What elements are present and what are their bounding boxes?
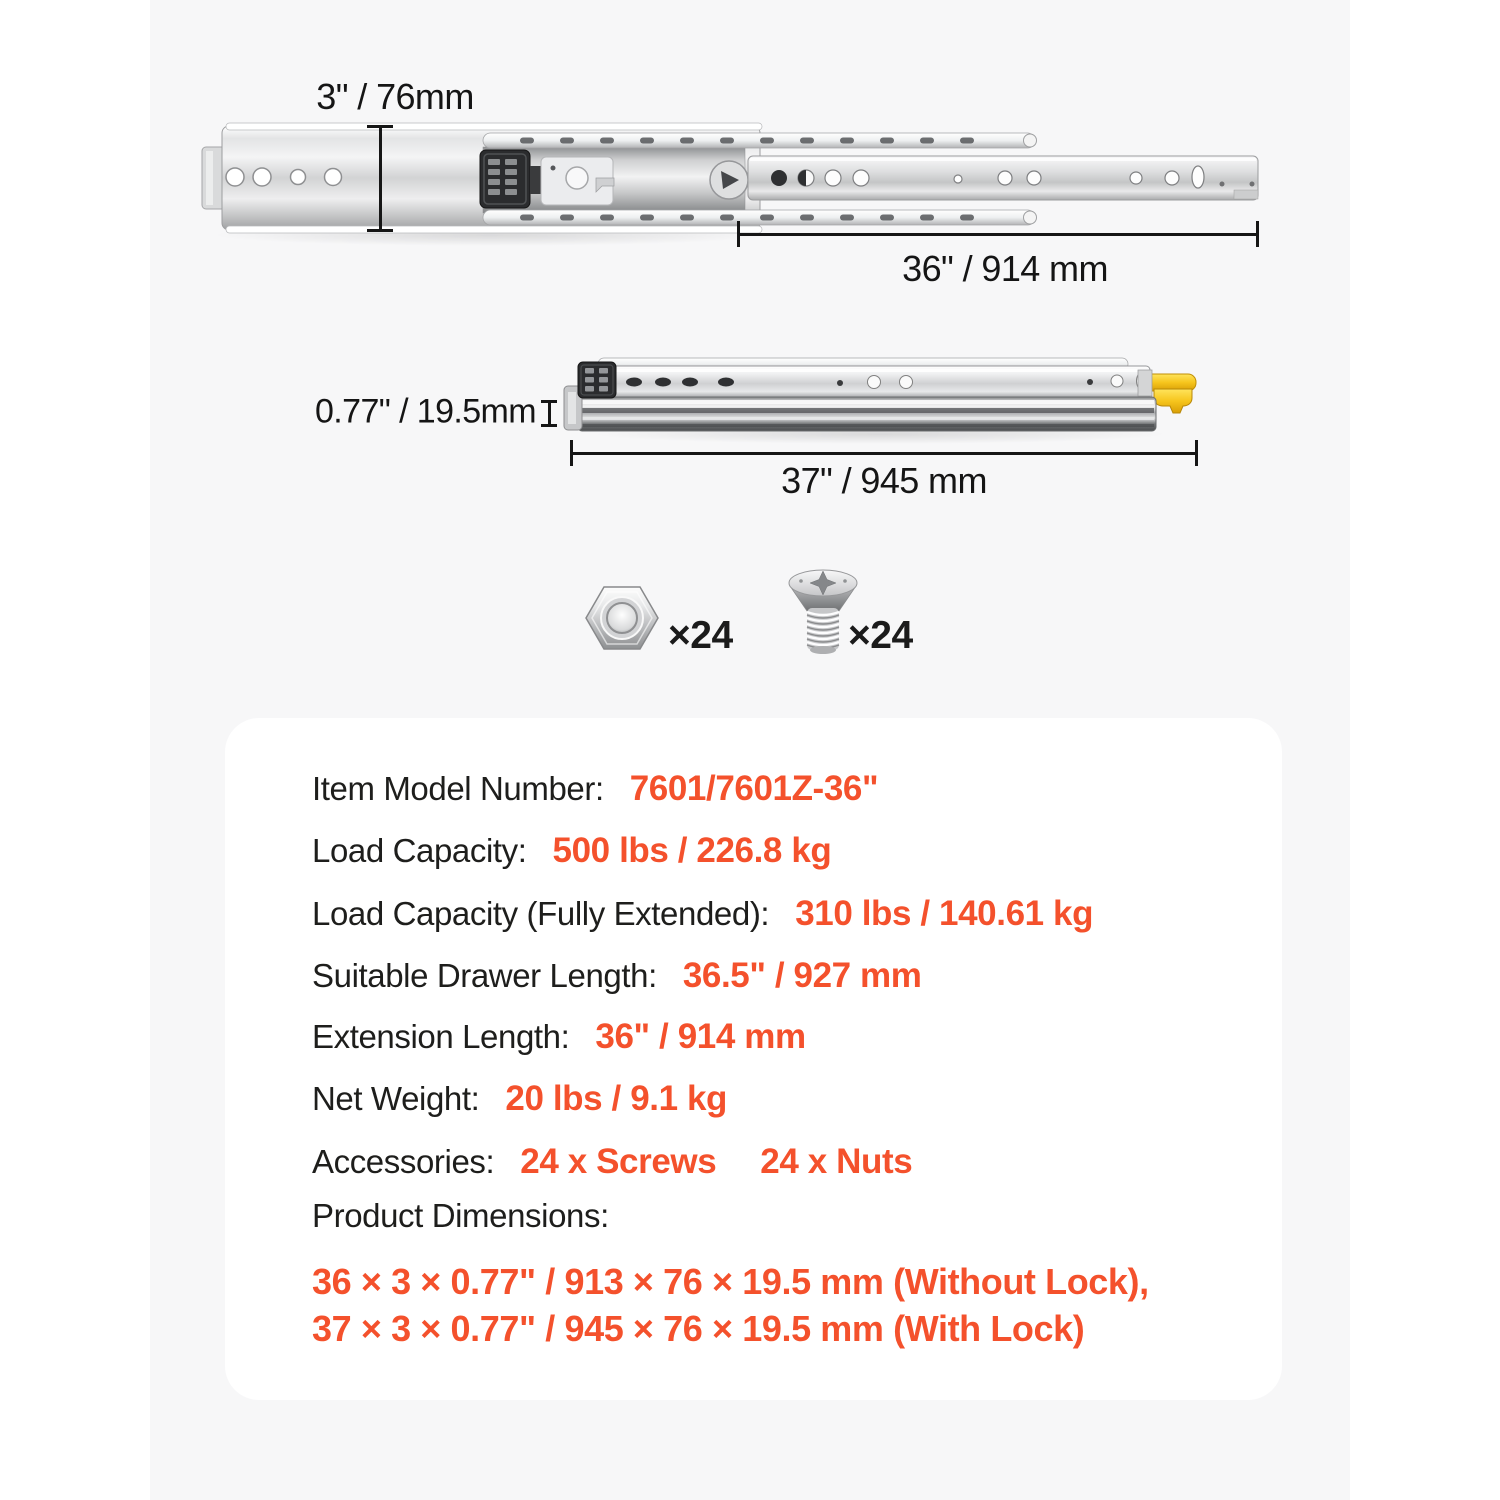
spec-value: 500 lbs / 226.8 kg bbox=[552, 831, 832, 870]
dimension-tick bbox=[1195, 440, 1198, 466]
spec-label: Load Capacity (Fully Extended): bbox=[312, 895, 770, 932]
screw-count-label: ×24 bbox=[848, 614, 913, 657]
product-dimensions-line-2: 37 × 3 × 0.77" / 945 × 76 × 19.5 mm (With Lock) bbox=[312, 1308, 1085, 1349]
spec-label: Net Weight: bbox=[312, 1080, 480, 1117]
dimension-tick bbox=[1256, 221, 1259, 247]
spec-row-product-dimensions bbox=[312, 1197, 609, 1235]
spec-row-net-weight bbox=[312, 1079, 727, 1119]
dimension-cap bbox=[367, 229, 393, 232]
spec-row-accessories bbox=[312, 1142, 912, 1182]
dimension-cap bbox=[541, 424, 557, 427]
spec-value: 310 lbs / 140.61 kg bbox=[795, 894, 1094, 933]
extended-drawer-slide-image bbox=[190, 110, 1270, 250]
spec-value: 36.5" / 927 mm bbox=[682, 956, 922, 995]
locked-slide-height-label: 0.77" / 19.5mm bbox=[314, 392, 536, 431]
spec-label: Accessories: bbox=[312, 1143, 495, 1180]
spec-value-screws: 24 x Screws bbox=[520, 1142, 717, 1181]
spec-row-extension-length bbox=[312, 1017, 806, 1057]
spec-value: 7601/7601Z-36" bbox=[629, 769, 879, 808]
dimension-line bbox=[379, 126, 382, 230]
product-dimensions-line-1: 36 × 3 × 0.77" / 913 × 76 × 19.5 mm (Without Lock), bbox=[312, 1261, 1149, 1302]
spec-value-nuts: 24 x Nuts bbox=[760, 1142, 913, 1181]
spec-label: Product Dimensions: bbox=[312, 1197, 609, 1234]
nut-count-label: ×24 bbox=[668, 614, 733, 657]
spec-row-load-capacity bbox=[312, 831, 831, 871]
extended-slide-length-label: 36" / 914 mm bbox=[902, 248, 1108, 289]
spec-label: Load Capacity: bbox=[312, 832, 527, 869]
hex-nut-icon bbox=[580, 578, 666, 660]
spec-row-drawer-length bbox=[312, 956, 922, 996]
spec-value: 20 lbs / 9.1 kg bbox=[505, 1079, 728, 1118]
dimension-line bbox=[548, 401, 551, 425]
dimension-line bbox=[737, 233, 1259, 236]
dimension-line bbox=[570, 452, 1198, 455]
spec-label: Extension Length: bbox=[312, 1018, 570, 1055]
spec-value: 36" / 914 mm bbox=[595, 1017, 806, 1056]
extended-slide-height-label: 3" / 76mm bbox=[316, 76, 474, 117]
spec-row-model bbox=[312, 769, 878, 809]
locked-slide-length-label: 37" / 945 mm bbox=[781, 460, 987, 501]
spec-label: Item Model Number: bbox=[312, 770, 604, 807]
spec-row-load-capacity-extended bbox=[312, 894, 1093, 934]
spec-label: Suitable Drawer Length: bbox=[312, 957, 657, 994]
